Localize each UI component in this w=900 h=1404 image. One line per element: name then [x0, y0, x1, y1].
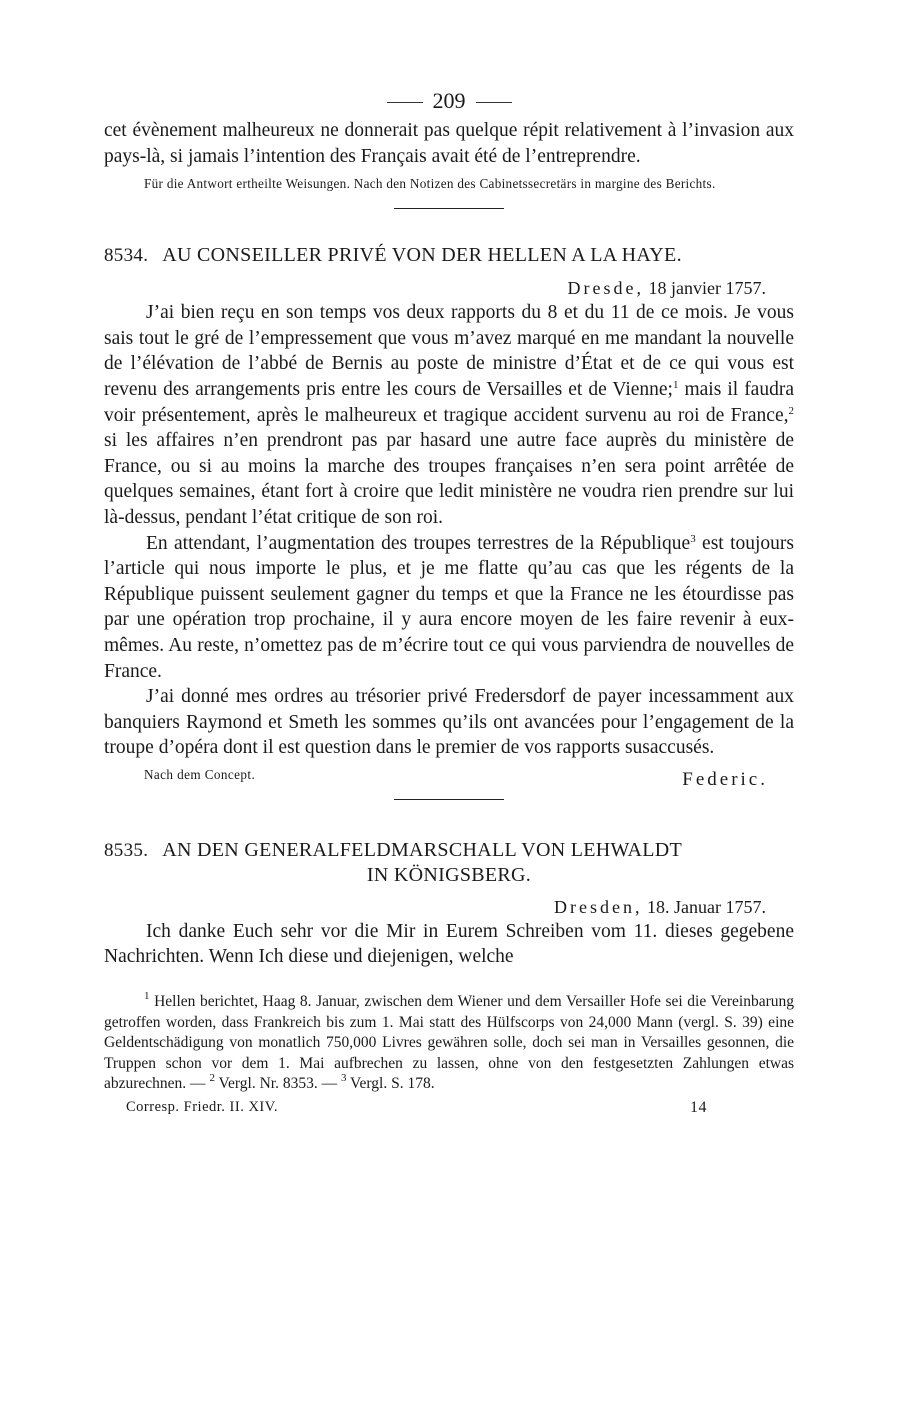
- footnote-mark: 2: [209, 1072, 215, 1085]
- body-text: si les affaires n’en prendront pas par hasard une autre face auprès du ministère de France, ou si au moins la marche des troupes françaises n’en sera point arrêtée de quelques semaines, étant fort à croire que ledit ministère ne voudra rien prendre sur lui là-dessus, pendant l’état critique de son roi.: [104, 430, 794, 528]
- source-note: Nach dem Concept.: [144, 766, 256, 782]
- letter-8534-dateline: [104, 276, 794, 300]
- footnote-mark: 3: [340, 1072, 347, 1085]
- letter-8535-body: [104, 919, 794, 970]
- body-paragraph: Ich danke Euch sehr vor die Mir in Eurem Schreiben vom 11. dieses gegebene Nachrichten. Wenn Ich diese und diejenigen, welche: [104, 920, 794, 968]
- dateline-date: 18. Januar 1757.: [647, 896, 766, 917]
- body-paragraph: J’ai donné mes ordres au trésorier privé Fredersdorf de payer incessamment aux banquiers Raymond et Smeth les sommes qu’ils ont avancées pour l’engagement de la troupe d’opéra dont il est question dans le premier de vos rapports susaccusés.: [104, 686, 794, 759]
- signature: Federic.: [682, 768, 768, 790]
- footnote-text: Hellen berichtet, Haag 8. Januar, zwischen dem Wiener und dem Versailler Hofe sei die Vereinbarung getroffen worden, dass Frankreich bis zum 1. Mai statt des Hülfscorps von 24,000 Mann (vergl. S. 39) eine Geldentschädigung von monatlich 750,000 Livres gewähren solle, doch sei man in Versailles gesonnen, die Truppen schon vor dem 1. Mai aufbrechen zu lassen, ohne von den festgesetzten Zahlungen etwas abzurechnen. —: [104, 993, 794, 1093]
- letter-8535-dateline: [104, 895, 794, 919]
- running-head-rule-right: [476, 102, 512, 103]
- footer-source: Corresp. Friedr. II. XIV.: [126, 1099, 278, 1116]
- document-page: [104, 86, 794, 1121]
- running-head-rule-left: [387, 102, 423, 103]
- body-text: En attendant, l’augmentation des troupes terrestres de la République: [146, 532, 691, 554]
- letter-8534-closing: [104, 766, 794, 790]
- footnote-text: Vergl. S. 178.: [346, 1075, 435, 1093]
- dateline-place: Dresde,: [567, 278, 645, 299]
- page-footer: [104, 1099, 794, 1121]
- signature-number: 14: [690, 1099, 707, 1117]
- continuation-paragraph: cet évènement malheureux ne donnerait pas quelque répit relativement à l’invasion aux pays-là, si jamais l’intention des Français avait été de l’entreprendre.: [104, 120, 794, 167]
- section-separator: [394, 208, 504, 209]
- body-text: J’ai bien reçu en son temps vos deux rapports du 8 et du 11 de ce mois. Je vous sais tout le gré de l’empressement que vous m’avez marqué en me mandant la nouvelle de l’élévation de l’abbé de Bernis au poste de ministre d’État et de ce qui vous est revenu des arrangements pris entre les cours de Versailles et de Vienne;: [104, 302, 794, 400]
- footnote-ref: 1: [672, 378, 679, 391]
- body-text: mais il faudra voir présentement, après le malheureux et tragique accident survenu au roi de France,: [104, 378, 794, 426]
- footnote-ref: 3: [690, 532, 696, 545]
- footnote: [104, 992, 794, 1095]
- continuation-text: [104, 118, 794, 169]
- footnote-ref: 2: [788, 404, 794, 417]
- letter-8534-body: [104, 300, 794, 761]
- letter-title-line2: IN KÖNIGSBERG.: [366, 863, 532, 886]
- footnote-text: Vergl. Nr. 8353. —: [214, 1075, 341, 1093]
- section-separator: [394, 799, 504, 800]
- dateline-date: 18 janvier 1757.: [648, 278, 766, 299]
- letter-8534-heading: [104, 243, 794, 268]
- body-text: est toujours l’article qui nous importe le plus, et je me flatte qu’au cas que les régents de la République puissent seulement gagner du temps et que la France ne les étourdisse pas par une opération trop prochaine, il y aura encore moyen de les faire revenir à eux-mêmes. Au reste, n’omettez pas de m’écrire tout ce qui vous parviendra de nouvelles de France.: [104, 532, 794, 682]
- dateline-place: Dresden,: [554, 896, 643, 917]
- letter-title: AN DEN GENERALFELDMARSCHALL VON LEHWALDT: [162, 838, 682, 861]
- page-number: 209: [432, 88, 466, 113]
- editorial-note: Für die Antwort ertheilte Weisungen. Nach den Notizen des Cabinetssecretärs in margine des Berichts.: [144, 176, 716, 192]
- letter-number: 8534.: [104, 245, 149, 267]
- body-paragraph: [104, 300, 794, 530]
- footnote-mark: 1: [144, 990, 150, 1003]
- running-head: [104, 86, 794, 116]
- letter-8535-heading: [104, 838, 794, 887]
- letter-number: 8535.: [104, 839, 149, 861]
- letter-title: AU CONSEILLER PRIVÉ VON DER HELLEN A LA HAYE.: [162, 244, 682, 267]
- footnotes: [104, 992, 794, 1095]
- body-paragraph: [104, 531, 794, 685]
